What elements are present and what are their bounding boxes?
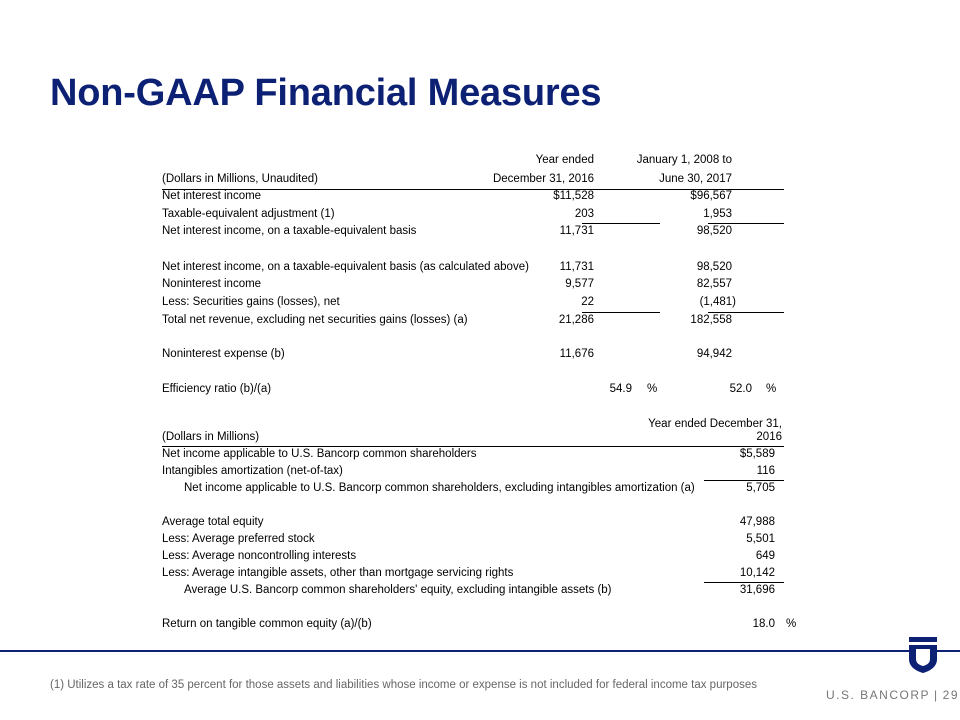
table-row xyxy=(162,480,802,497)
table-header-label: (Dollars in Millions, Unaudited) xyxy=(162,173,318,185)
row-value: 10,142 xyxy=(739,567,775,579)
row-value: 116 xyxy=(756,465,775,477)
row-value-2008-2017: 182,558 xyxy=(690,314,732,326)
table-header-row-2 xyxy=(162,171,802,188)
table-row xyxy=(162,206,802,223)
col2-header-line1: January 1, 2008 to xyxy=(636,154,732,166)
row-label: Total net revenue, excluding net securities gains (losses) (a) xyxy=(162,314,468,326)
row-label: Less: Average noncontrolling interests xyxy=(162,550,357,562)
table-row xyxy=(162,312,802,329)
table-row xyxy=(162,582,802,599)
row-value-2016: 9,577 xyxy=(565,278,594,290)
usbancorp-shield-icon xyxy=(909,637,937,673)
col-header-line2: 2016 xyxy=(756,431,782,443)
col2-header-line2: June 30, 2017 xyxy=(659,173,732,185)
row-label: Return on tangible common equity (a)/(b) xyxy=(162,618,372,630)
row-label: Efficiency ratio (b)/(a) xyxy=(162,383,272,395)
row-value-2008-2017: 94,942 xyxy=(696,348,732,360)
row-value-2016: 11,676 xyxy=(559,348,594,360)
footnote: (1) Utilizes a tax rate of 35 percent for those assets and liabilities whose income or expense is not included for federal income tax purposes xyxy=(50,679,757,691)
row-value: 31,696 xyxy=(739,584,775,596)
row-value-2008-2017: 82,557 xyxy=(696,278,732,290)
col-header-line1: Year ended December 31, xyxy=(648,418,782,430)
table-row xyxy=(162,381,802,398)
efficiency-ratio-table xyxy=(162,152,802,402)
row-value-2016: 203 xyxy=(574,208,594,220)
row-label: Net interest income, on a taxable-equivalent basis xyxy=(162,225,417,237)
row-value-2016: $11,528 xyxy=(553,190,594,202)
page-title: Non-GAAP Financial Measures xyxy=(50,72,602,114)
return-on-tangible-equity-table xyxy=(162,416,802,636)
table-row xyxy=(162,346,802,363)
table-row xyxy=(162,259,802,276)
row-label: Less: Average preferred stock xyxy=(162,533,315,545)
row-value-2016: 54.9 xyxy=(609,383,632,395)
row-value: 47,988 xyxy=(739,516,775,528)
row-value-2008-2017: (1,481) xyxy=(699,296,736,308)
percent-sign: % xyxy=(647,383,658,395)
table-header-label: (Dollars in Millions) xyxy=(162,431,260,443)
table-row xyxy=(162,531,802,548)
table-row xyxy=(162,616,802,633)
row-label: Net interest income xyxy=(162,190,262,202)
table-row xyxy=(162,223,802,240)
row-value-2016: 21,286 xyxy=(558,314,594,326)
row-value: 18.0 xyxy=(752,618,775,630)
table-row xyxy=(162,188,802,205)
col1-header-line1: Year ended xyxy=(535,154,594,166)
row-label: Net interest income, on a taxable-equivalent basis (as calculated above) xyxy=(162,261,529,273)
brand-name: U.S. BANCORP xyxy=(826,688,931,702)
table-row xyxy=(162,294,802,311)
table-row xyxy=(162,514,802,531)
row-value: 649 xyxy=(755,550,775,562)
table-row xyxy=(162,565,802,582)
table-header-row-2 xyxy=(162,429,802,446)
row-value-2016: 11,731 xyxy=(559,261,594,273)
table-header-row-1 xyxy=(162,152,802,169)
row-label: Net income applicable to U.S. Bancorp common shareholders xyxy=(162,448,477,460)
row-value: 5,705 xyxy=(746,482,775,494)
footer-brand xyxy=(826,688,959,702)
row-value-2008-2017: 98,520 xyxy=(696,225,732,237)
row-value-2008-2017: 1,953 xyxy=(703,208,732,220)
row-label: Less: Securities gains (losses), net xyxy=(162,296,340,308)
row-label: Noninterest expense (b) xyxy=(162,348,285,360)
page-number: 29 xyxy=(942,688,959,702)
row-label: Noninterest income xyxy=(162,278,262,290)
table-row xyxy=(162,463,802,480)
row-value: 5,501 xyxy=(746,533,775,545)
row-value-2016: 22 xyxy=(581,296,594,308)
footer-separator: | xyxy=(934,688,939,702)
row-value-2008-2017: $96,567 xyxy=(690,190,732,202)
row-value-2008-2017: 98,520 xyxy=(696,261,732,273)
row-label: Average U.S. Bancorp common shareholders' equity, excluding intangible assets (b) xyxy=(184,584,612,596)
row-label: Taxable-equivalent adjustment (1) xyxy=(162,208,335,220)
table-row xyxy=(162,446,802,463)
percent-sign: % xyxy=(786,618,797,630)
table-row xyxy=(162,276,802,293)
row-value-2016: 11,731 xyxy=(559,225,594,237)
table-row xyxy=(162,548,802,565)
col1-header-line2: December 31, 2016 xyxy=(492,173,594,185)
percent-sign: % xyxy=(766,383,777,395)
row-label: Average total equity xyxy=(162,516,264,528)
row-value: $5,589 xyxy=(739,448,775,460)
row-value-2008-2017: 52.0 xyxy=(729,383,752,395)
row-label: Less: Average intangible assets, other than mortgage servicing rights xyxy=(162,567,514,579)
row-label: Net income applicable to U.S. Bancorp common shareholders, excluding intangibles amortization (a) xyxy=(184,482,695,494)
row-label: Intangibles amortization (net-of-tax) xyxy=(162,465,343,477)
footer-rule xyxy=(0,650,960,652)
